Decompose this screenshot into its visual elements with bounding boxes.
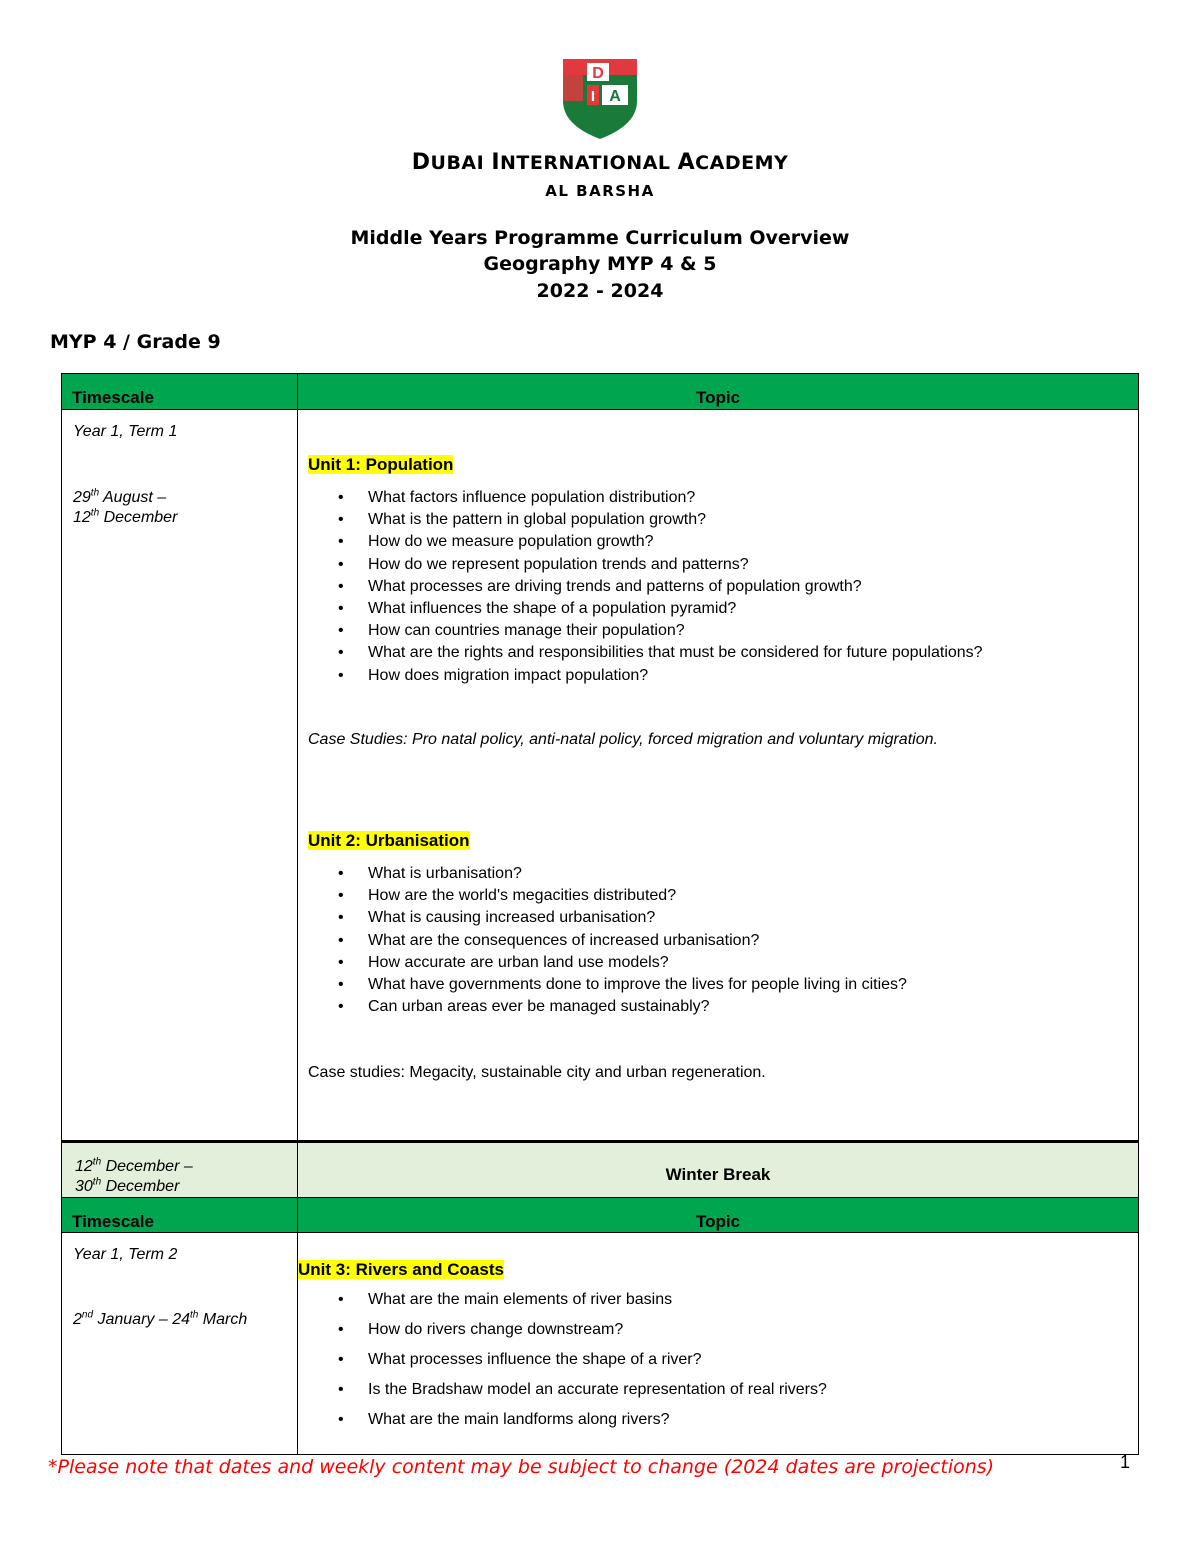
list-item: • What are the main elements of river basins xyxy=(308,1289,827,1319)
winter-dates: 12th December – 30th December xyxy=(75,1156,193,1195)
school-name: DUBAI INTERNATIONAL ACADEMY xyxy=(411,150,789,175)
doc-title: Middle Years Programme Curriculum Overview xyxy=(350,227,850,249)
list-item: • What processes influence the shape of a river? xyxy=(308,1349,827,1379)
list-item: • How can countries manage their population? xyxy=(308,620,983,642)
unit2-title: Unit 2: Urbanisation xyxy=(308,831,470,850)
unit3-title: Unit 3: Rivers and Coasts xyxy=(298,1260,504,1279)
list-item: • What have governments done to improve the lives for people living in cities? xyxy=(308,974,907,996)
doc-subject: Geography MYP 4 & 5 xyxy=(483,253,717,275)
list-item: • How does migration impact population? xyxy=(308,665,983,687)
list-item: • What are the main landforms along rivers? xyxy=(308,1409,827,1439)
list-item: • What are the consequences of increased urbanisation? xyxy=(308,930,907,952)
doc-years: 2022 - 2024 xyxy=(536,280,664,302)
logo-letter-d: D xyxy=(592,65,604,82)
list-item: • Is the Bradshaw model an accurate representation of real rivers? xyxy=(308,1379,827,1409)
winter-break-label: Winter Break xyxy=(665,1165,771,1184)
list-item: • What influences the shape of a population pyramid? xyxy=(308,598,983,620)
term2-topic-cell xyxy=(297,1232,1139,1455)
list-item: • What are the rights and responsibilities that must be considered for future populations? xyxy=(308,642,983,664)
term1-year-term: Year 1, Term 1 xyxy=(73,423,178,440)
unit1-title: Unit 1: Population xyxy=(308,455,454,474)
unit3-questions xyxy=(308,1289,827,1439)
list-item: • How are the world's megacities distributed? xyxy=(308,885,907,907)
list-item: • What is urbanisation? xyxy=(308,863,907,885)
unit2-questions xyxy=(308,863,907,1018)
list-item: • What is causing increased urbanisation? xyxy=(308,907,907,929)
footnote-disclaimer: *Please note that dates and weekly content may be subject to change (2024 dates are projections) xyxy=(48,1456,995,1478)
winter-topic-cell xyxy=(297,1140,1139,1198)
winter-timescale-cell xyxy=(61,1140,298,1198)
timescale-header: Timescale xyxy=(61,373,298,410)
list-item: • What factors influence population distribution? xyxy=(308,487,983,509)
list-item: • How do we represent population trends and patterns? xyxy=(308,554,983,576)
term1-dates: 29th August – 12th December xyxy=(73,487,178,526)
timescale-header-2: Timescale xyxy=(61,1197,298,1233)
unit2-case-studies: Case studies: Megacity, sustainable city and urban regeneration. xyxy=(308,1064,766,1081)
logo-letter-i: I xyxy=(590,88,596,105)
term2-year-term: Year 1, Term 2 xyxy=(73,1246,178,1263)
term1-timescale-cell xyxy=(61,409,298,1142)
list-item: • How do rivers change downstream? xyxy=(308,1319,827,1349)
list-item: • What processes are driving trends and patterns of population growth? xyxy=(308,576,983,598)
school-crest-logo xyxy=(561,55,639,141)
term2-timescale-cell xyxy=(61,1232,298,1455)
list-item: • How do we measure population growth? xyxy=(308,531,983,553)
topic-header-2: Topic xyxy=(297,1197,1139,1233)
unit1-questions xyxy=(308,487,983,687)
unit1-case-studies: Case Studies: Pro natal policy, anti-natal policy, forced migration and voluntary migration. xyxy=(308,731,938,748)
term1-topic-cell xyxy=(297,409,1139,1142)
list-item: • What is the pattern in global population growth? xyxy=(308,509,983,531)
campus-name: AL BARSHA xyxy=(545,182,655,200)
logo-letter-a: A xyxy=(609,88,621,105)
list-item: • How accurate are urban land use models? xyxy=(308,952,907,974)
term2-dates: 2nd January – 24th March xyxy=(73,1309,248,1328)
page-number: 1 xyxy=(1120,1452,1131,1472)
topic-header: Topic xyxy=(297,373,1139,410)
list-item: • Can urban areas ever be managed sustainably? xyxy=(308,996,907,1018)
section-heading: MYP 4 / Grade 9 xyxy=(50,331,221,353)
